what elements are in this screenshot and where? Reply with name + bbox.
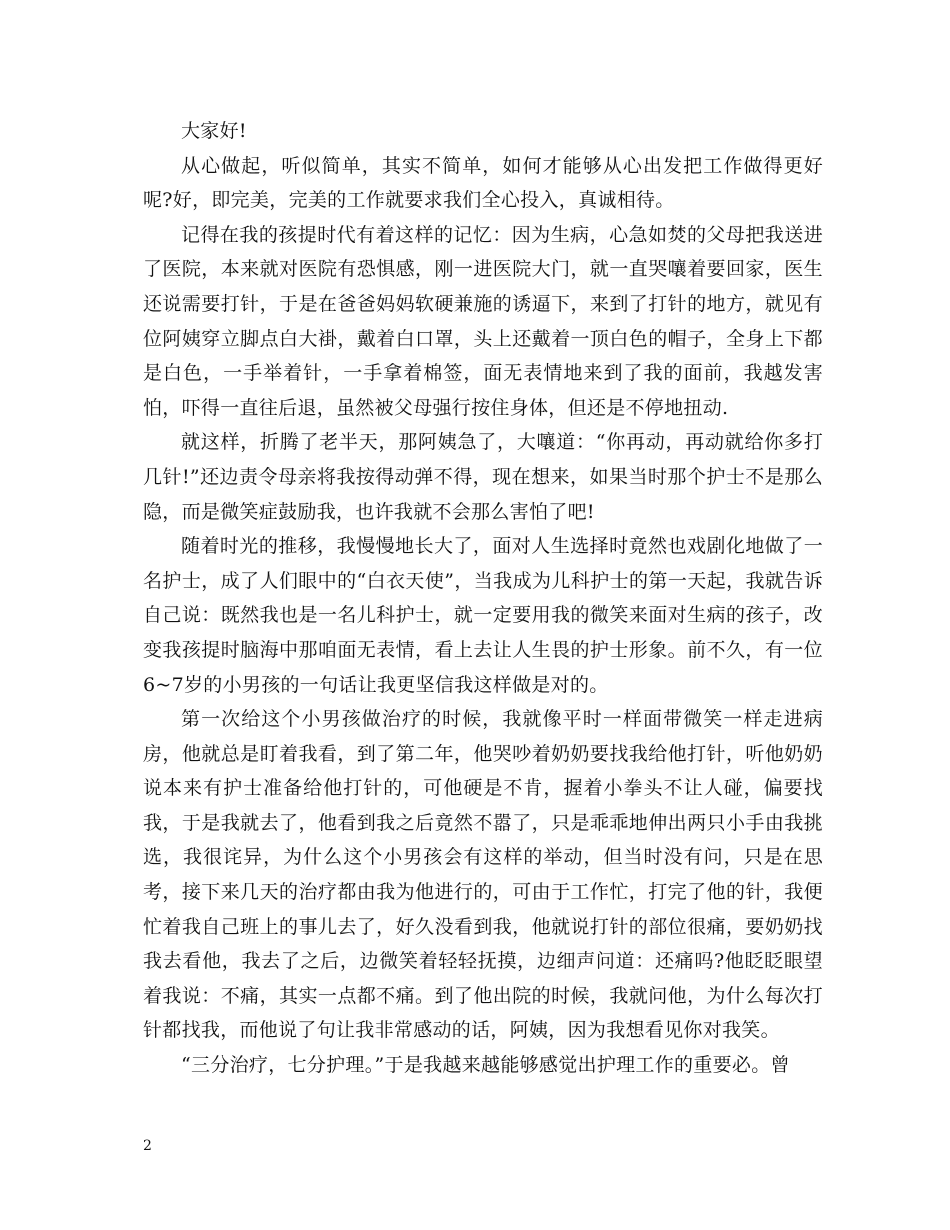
paragraph: 记得在我的孩提时代有着这样的记忆：因为生病，心急如焚的父母把我送进了医院，本来就对医院有恐惧感，刚一进医院大门，就一直哭嚷着要回家，医生还说需要打针，于是在爸爸妈妈软硬兼施的诱逼下，来到了打针的地方，就见有位阿姨穿立脚点白大褂，戴着白口罩，头上还戴着一顶白色的帽子，全身上下都是白色，一手举着针，一手拿着棉签，面无表情地来到了我的面前，我越发害怕，吓得一直往后退，虽然被父母强行按住身体，但还是不停地扭动.	[143, 223, 823, 419]
paragraph: 第一次给这个小男孩做治疗的时候，我就像平时一样面带微笑一样走进病房，他就总是盯着我看，到了第二年，他哭吵着奶奶要找我给他打针，听他奶奶说本来有护士准备给他打针的，可他硬是不肯，握着小拳头不让人碰，偏要找我，于是我就去了，他看到我之后竟然不嚣了，只是乖乖地伸出两只小手由我挑选，我很诧异，为什么这个小男孩会有这样的举动，但当时没有问，只是在思考，接下来几天的治疗都由我为他进行的，可由于工作忙，打完了他的针，我便忙着我自己班上的事儿去了，好久没看到我，他就说打针的部位很痛，要奶奶找我去看他，我去了之后，边微笑着轻轻抚摸，边细声问道：还痛吗?他眨眨眼望着我说：不痛，其实一点都不痛。到了他出院的时候，我就问他，为什么每次打针都找我，而他说了句让我非常感动的话，阿姨，因为我想看见你对我笑。	[143, 708, 823, 1042]
greeting-paragraph: 大家好!	[181, 120, 247, 142]
body-text	[143, 114, 823, 1083]
paragraph: 就这样，折腾了老半天，那阿姨急了，大嚷道：“你再动，再动就给你多打几针!”还边责令母亲将我按得动弹不得，现在想来，如果当时那个护士不是那么隐，而是微笑症鼓励我，也许我就不会那么害怕了吧!	[143, 431, 823, 523]
page-number: 2	[143, 1138, 152, 1154]
paragraph: 随着时光的推移，我慢慢地长大了，面对人生选择时竟然也戏剧化地做了一名护士，成了人们眼中的“白衣天使”，当我成为儿科护士的第一天起，我就告诉自己说：既然我也是一名儿科护士，就一定要用我的微笑来面对生病的孩子，改变我孩提时脑海中那咱面无表情，看上去让人生畏的护士形象。前不久，有一位6~7岁的小男孩的一句话让我更坚信我这样做是对的。	[143, 535, 823, 696]
paragraph: 从心做起，听似简单，其实不简单，如何才能够从心出发把工作做得更好呢?好，即完美，完美的工作就要求我们全心投入，真诚相待。	[143, 154, 823, 212]
paragraph: “三分治疗，七分护理。”于是我越来越能够感觉出护理工作的重要必。曾	[181, 1054, 790, 1077]
